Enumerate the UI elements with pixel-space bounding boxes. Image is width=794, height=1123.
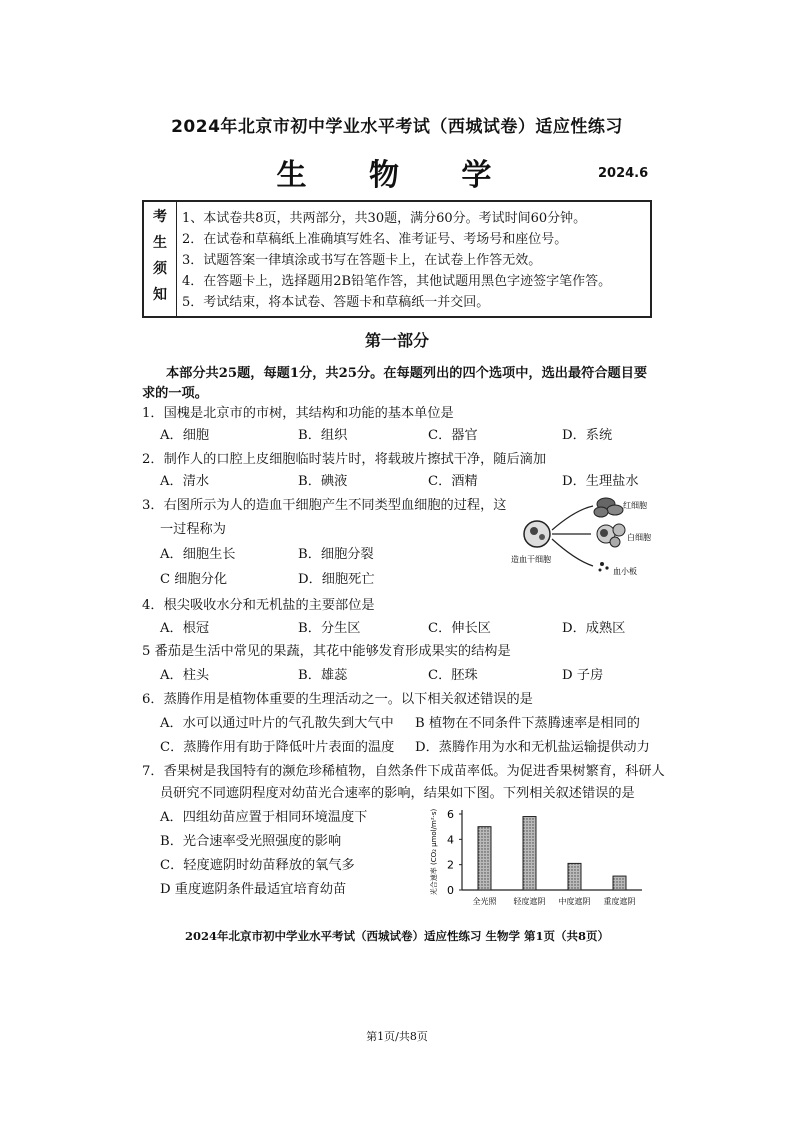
subject-title: 生 物 学 [276, 158, 518, 193]
candidate-notice-box [142, 200, 652, 318]
q1-option-a: A．细胞 [160, 428, 210, 443]
q1-option-d: D．系统 [562, 428, 613, 443]
q2-option-d: D．生理盐水 [562, 474, 639, 489]
part-one-intro: 本部分共25题，每题1分，共25分。在每题列出的四个选项中，选出最符合题目要 [166, 366, 648, 381]
question-3-stem-cont: 一过程称为 [160, 522, 226, 537]
y-tick-label: 0 [447, 884, 454, 897]
y-tick-label: 6 [447, 808, 454, 821]
q5-option-a: A．柱头 [160, 668, 210, 683]
white-cell-label: 白细胞 [627, 533, 651, 542]
q2-option-a: A．清水 [160, 474, 210, 489]
q5-option-b: B．雄蕊 [298, 668, 348, 683]
notice-line: 4．在答题卡上，选择题用2B铅笔作答，其他试题用黑色字迹签字笔作答。 [182, 274, 612, 289]
q7-option-b: B．光合速率受光照强度的影响 [160, 834, 342, 849]
exam-date: 2024.6 [598, 166, 649, 181]
stem-cell-label: 造血干细胞 [511, 555, 551, 564]
page-footer: 2024年北京市初中学业水平考试（西城试卷）适应性练习 生物学 第1页（共8页） [184, 929, 609, 943]
page-number: 第1页/共8页 [366, 1030, 428, 1043]
q4-option-a: A．根冠 [160, 621, 210, 636]
x-tick-label: 全光照 [472, 897, 497, 906]
q6-option-a: A．水可以通过叶片的气孔散失到大气中 [160, 716, 394, 731]
part-one-intro-cont: 求的一项。 [142, 386, 208, 401]
q5-option-c: C．胚珠 [428, 668, 478, 683]
q7-option-c: C．轻度遮阴时幼苗释放的氧气多 [160, 858, 355, 873]
question-5-stem: 5 番茄是生活中常见的果蔬，其花中能够发育形成果实的结构是 [142, 644, 511, 659]
bar-3 [568, 863, 581, 890]
question-7-stem: 7．香果树是我国特有的濒危珍稀植物，自然条件下成苗率低。为促进香果树繁育，科研人 [142, 764, 665, 779]
stem-cell-nucleus-icon [530, 527, 538, 535]
q6-option-c: C．蒸腾作用有助于降低叶片表面的温度 [160, 740, 395, 755]
question-7-stem-cont: 员研究不同遮阴程度对幼苗光合速率的影响，结果如下图。下列相关叙述错误的是 [160, 786, 635, 801]
notice-heading-char: 知 [153, 287, 167, 303]
platelet-label: 血小板 [613, 567, 637, 576]
part-one-title: 第一部分 [364, 331, 429, 350]
y-tick-label: 4 [447, 833, 454, 847]
y-tick-label: 2 [447, 858, 454, 872]
stem-cell-icon [524, 521, 550, 547]
bar-4 [613, 876, 626, 890]
stem-cell-nucleus-icon [539, 534, 545, 540]
red-blood-cell-icon [594, 498, 623, 517]
q6-option-b: B 植物在不同条件下蒸腾速率是相同的 [415, 716, 640, 731]
question-4-stem: 4．根尖吸收水分和无机盐的主要部位是 [142, 598, 375, 613]
q3-option-b: B．细胞分裂 [298, 547, 374, 562]
white-blood-cell-icon [597, 524, 625, 547]
q6-option-d: D．蒸腾作用为水和无机盐运输提供动力 [415, 740, 650, 755]
x-tick-label: 中度遮阴 [558, 897, 591, 906]
x-tick-label: 重度遮阴 [603, 897, 636, 906]
q3-option-d: D．细胞死亡 [298, 572, 375, 587]
bar-1 [478, 827, 491, 890]
notice-lines [182, 208, 611, 313]
bar-2 [523, 817, 536, 890]
notice-line: 2．在试卷和草稿纸上准确填写姓名、准考证号、考场号和座位号。 [182, 232, 568, 247]
notice-line: 5．考试结束，将本试卷、答题卡和草稿纸一并交回。 [182, 295, 490, 310]
q7-option-a: A．四组幼苗应置于相同环境温度下 [160, 810, 368, 825]
platelet-icon [599, 562, 609, 572]
notice-heading-char: 须 [153, 261, 167, 277]
red-cell-label: 红细胞 [623, 501, 647, 510]
q4-option-d: D．成熟区 [562, 621, 626, 636]
q1-option-b: B．组织 [298, 428, 348, 443]
y-axis-label: 光合速率 (CO₂ μmol/m²·s) [430, 808, 438, 896]
q2-option-c: C．酒精 [428, 474, 478, 489]
q4-option-b: B．分生区 [298, 621, 361, 636]
notice-heading-char: 考 [153, 209, 167, 225]
q1-option-c: C．器官 [428, 428, 478, 443]
arrow-to-red-cell-icon [552, 506, 593, 530]
q5-option-d: D 子房 [562, 668, 604, 683]
blood-cell-differentiation-figure [505, 492, 665, 584]
notice-heading [144, 202, 177, 316]
question-6-stem: 6．蒸腾作用是植物体重要的生理活动之一。以下相关叙述错误的是 [142, 692, 533, 707]
x-tick-label: 轻度遮阴 [513, 897, 546, 906]
arrow-to-platelet-icon [552, 539, 593, 566]
q7-option-d: D 重度遮阴条件最适宜培育幼苗 [160, 882, 347, 897]
notice-line: 3．试题答案一律填涂或书写在答题卡上，在试卷上作答无效。 [182, 253, 542, 268]
q3-option-a: A．细胞生长 [160, 547, 236, 562]
question-1-stem: 1．国槐是北京市的市树，其结构和功能的基本单位是 [142, 406, 454, 421]
q2-option-b: B．碘液 [298, 474, 348, 489]
q3-option-c: C 细胞分化 [160, 572, 228, 587]
question-2-stem: 2．制作人的口腔上皮细胞临时装片时，将载玻片擦拭干净，随后滴加 [142, 452, 547, 467]
notice-line: 1、本试卷共8页，共两部分，共30题，满分60分。考试时间60分钟。 [182, 211, 587, 226]
q4-option-c: C．伸长区 [428, 621, 491, 636]
exam-title: 2024年北京市初中学业水平考试（西城试卷）适应性练习 [171, 117, 623, 137]
notice-heading-char: 生 [153, 235, 167, 251]
photosynthesis-bar-chart [400, 800, 660, 912]
question-3-stem: 3．右图所示为人的造血干细胞产生不同类型血细胞的过程，这 [142, 498, 507, 513]
